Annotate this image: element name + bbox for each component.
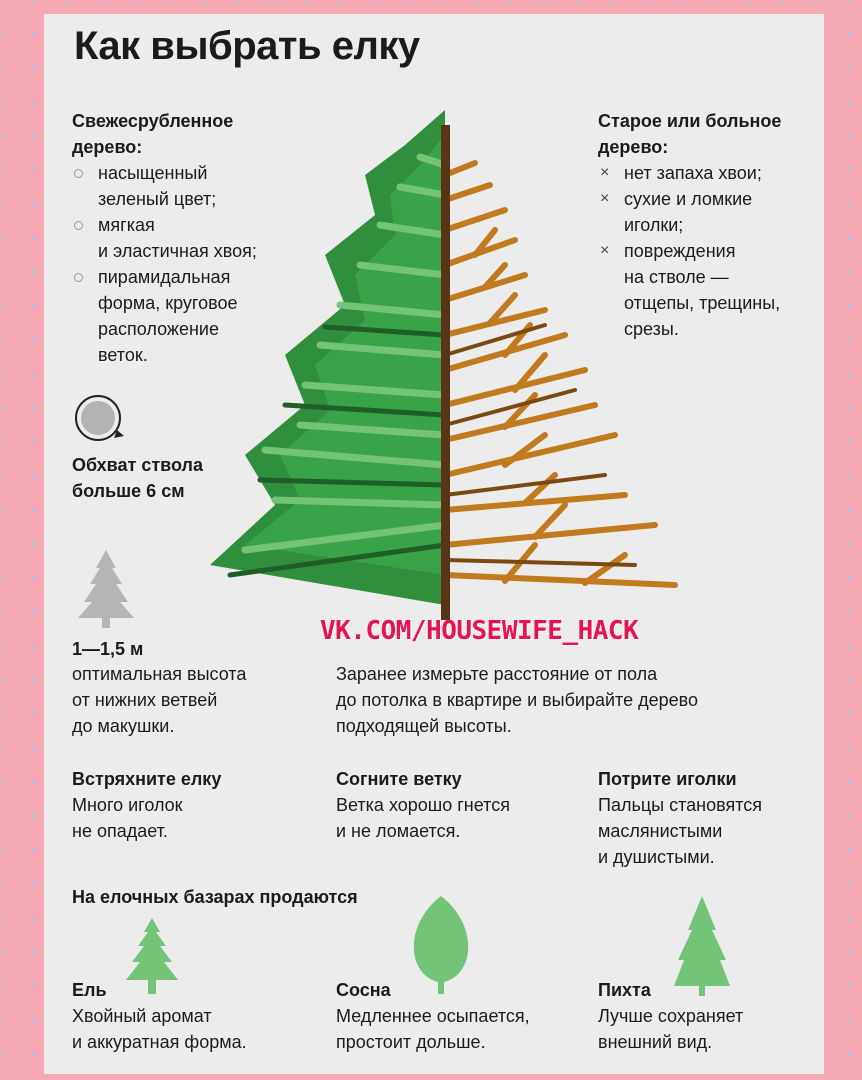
trunk-girth-icon [70, 392, 128, 444]
tip-line: и душистыми. [598, 847, 715, 867]
height-desc-line: до макушки. [72, 716, 175, 736]
list-item-line: сухие и ломкие [624, 189, 753, 209]
list-item-line: срезы. [624, 319, 679, 339]
list-item-line: насыщенный [98, 163, 208, 183]
small-tree-gray-icon [76, 548, 136, 628]
trunk-girth-line: Обхват ствола [72, 455, 203, 475]
tip-line: Много иголок [72, 795, 183, 815]
trunk-girth-text [72, 452, 203, 504]
tree-comparison-illustration [205, 105, 685, 620]
measure-line: до потолка в квартире и выбирайте дерево [336, 690, 699, 710]
measure-text [336, 661, 698, 739]
list-item-line: мягкая [98, 215, 155, 235]
tree-type-line: Лучше сохраняет [598, 1006, 744, 1026]
tree-type-name: Пихта [598, 980, 651, 1000]
tree-type-pine [336, 977, 530, 1055]
tree-type-line: и аккуратная форма. [72, 1032, 247, 1052]
trunk-girth-line: больше 6 см [72, 481, 185, 501]
tip-line: маслянистыми [598, 821, 723, 841]
tip-title: Потрите иголки [598, 769, 737, 789]
tree-type-spruce [72, 977, 247, 1055]
market-heading: На елочных базарах продаются [72, 887, 358, 907]
tree-type-fir [598, 977, 743, 1055]
tree-type-line: внешний вид. [598, 1032, 713, 1052]
height-desc-line: оптимальная высота [72, 664, 247, 684]
list-item-line: повреждения [624, 241, 736, 261]
tree-type-line: простоит дольше. [336, 1032, 486, 1052]
height-desc-line: от нижних ветвей [72, 690, 218, 710]
tree-type-line: Медленнее осыпается, [336, 1006, 530, 1026]
tree-type-name: Сосна [336, 980, 391, 1000]
fresh-half-icon [210, 110, 445, 605]
tip-title: Согните ветку [336, 769, 462, 789]
watermark-link[interactable]: VK.COM/HOUSEWIFE_HACK [320, 616, 639, 646]
tree-type-name: Ель [72, 980, 107, 1000]
tip-rub [598, 766, 762, 870]
cross-icon: × [600, 164, 610, 181]
measure-line: подходящей высоты. [336, 716, 512, 736]
dry-half-icon [445, 163, 675, 585]
cross-icon: × [600, 190, 610, 207]
list-item-line: иголки; [624, 215, 684, 235]
old-heading-line: дерево: [598, 137, 669, 157]
tip-shake [72, 766, 221, 844]
trunk-icon [441, 125, 450, 620]
height-desc [72, 661, 246, 739]
tip-title: Встряхните елку [72, 769, 222, 789]
list-item-line: форма, круговое [98, 293, 238, 313]
old-heading-line: Старое или больное [598, 111, 782, 131]
fresh-heading-line: дерево: [72, 137, 143, 157]
page-title: Как выбрать елку [74, 24, 420, 68]
list-item-line: веток. [98, 345, 148, 365]
tip-bend [336, 766, 510, 844]
cross-icon: × [600, 242, 610, 259]
list-item-line: пирамидальная [98, 267, 231, 287]
tip-line: и не ломается. [336, 821, 461, 841]
measure-line: Заранее измерьте расстояние от пола [336, 664, 658, 684]
list-item-line: расположение [98, 319, 219, 339]
list-item-line: отщепы, трещины, [624, 293, 781, 313]
tip-line: не опадает. [72, 821, 168, 841]
list-item-line: и эластичная хвоя; [98, 241, 257, 261]
height-value: 1—1,5 м [72, 639, 144, 659]
tree-type-line: Хвойный аромат [72, 1006, 212, 1026]
fresh-heading-line: Свежесрубленное [72, 111, 234, 131]
list-item-line: нет запаха хвои; [624, 163, 762, 183]
tip-line: Пальцы становятся [598, 795, 762, 815]
list-item-line: зеленый цвет; [98, 189, 217, 209]
list-item-line: на стволе — [624, 267, 729, 287]
tip-line: Ветка хорошо гнется [336, 795, 510, 815]
